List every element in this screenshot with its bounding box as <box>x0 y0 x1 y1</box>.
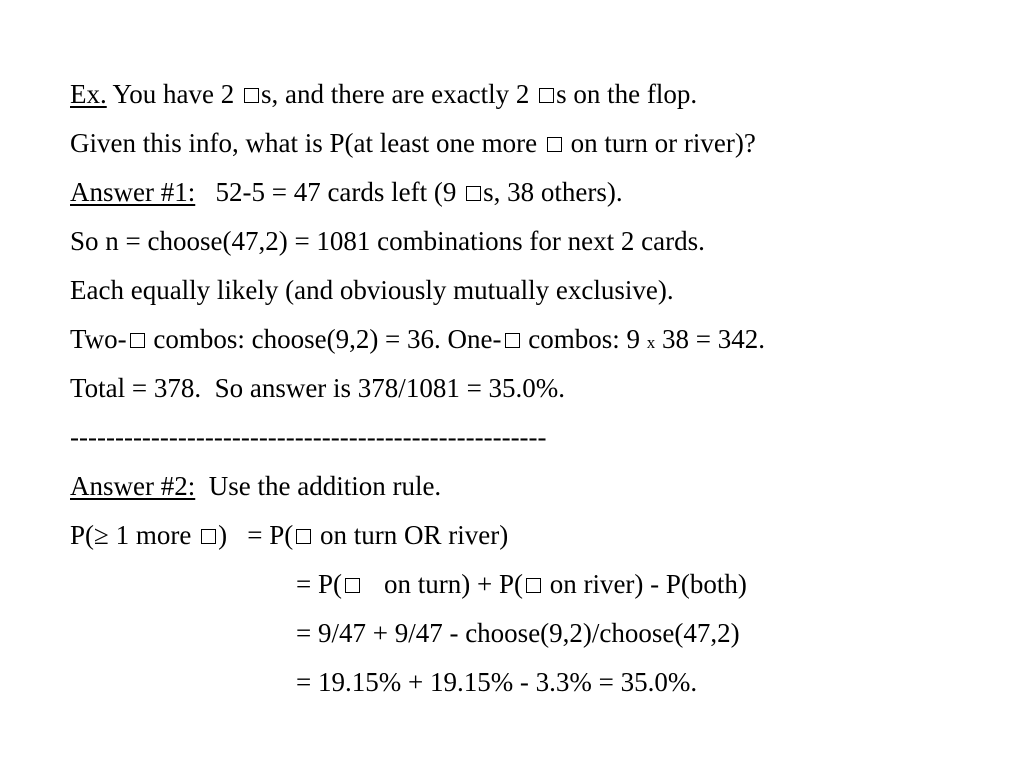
dash-divider: ----------------------------------------------------- <box>70 422 547 452</box>
text: Use the addition rule. <box>195 471 442 501</box>
suit-box-icon <box>505 333 520 348</box>
text: on turn) + P( <box>383 569 523 599</box>
text: 38 = 342. <box>655 324 765 354</box>
line-1 <box>70 70 1010 119</box>
text: on river) - P(both) <box>542 569 747 599</box>
suit-box-icon <box>526 578 541 593</box>
text: ) = P( <box>218 520 294 550</box>
suit-box-icon <box>539 88 554 103</box>
text: Given this info, what is P(at least one more <box>70 128 544 158</box>
line-10 <box>70 511 1010 560</box>
text: P(≥ 1 more <box>70 520 199 550</box>
suit-box-icon <box>296 529 311 544</box>
suit-box-icon <box>345 578 360 593</box>
text: So n = choose(47,2) = 1081 combinations for next 2 cards. <box>70 226 705 256</box>
suit-box-icon <box>201 529 216 544</box>
line-2 <box>70 119 1010 168</box>
line-11 <box>70 560 1010 609</box>
suit-box-icon <box>547 137 562 152</box>
suit-box-icon <box>244 88 259 103</box>
text: = 19.15% + 19.15% - 3.3% = 35.0%. <box>296 667 698 697</box>
divider-line <box>70 413 1010 462</box>
text: Each equally likely (and obviously mutually exclusive). <box>70 275 674 305</box>
text: on turn OR river) <box>313 520 509 550</box>
line-13 <box>70 658 1010 707</box>
line-9 <box>70 462 1010 511</box>
suit-box-icon <box>130 333 145 348</box>
text: s on the flop. <box>556 79 698 109</box>
text: Total = 378. So answer is 378/1081 = 35.0%. <box>70 373 566 403</box>
line-6 <box>70 315 1010 364</box>
line-12 <box>70 609 1010 658</box>
text: s, and there are exactly 2 <box>261 79 537 109</box>
text: Two- <box>70 324 127 354</box>
suit-box-icon <box>466 186 481 201</box>
line-5 <box>70 266 1010 315</box>
text: = 9/47 + 9/47 - choose(9,2)/choose(47,2) <box>296 618 740 648</box>
text: combos: 9 <box>521 324 647 354</box>
times-sign: x <box>646 333 656 352</box>
text: = P( <box>296 569 342 599</box>
text: combos: choose(9,2) = 36. One- <box>146 324 502 354</box>
line-7 <box>70 364 1010 413</box>
text: You have 2 <box>106 79 242 109</box>
line-3 <box>70 168 1010 217</box>
answer-2-label: Answer #2: <box>70 471 196 501</box>
text: s, 38 others). <box>483 177 623 207</box>
text: on turn or river)? <box>563 128 756 158</box>
slide-content <box>70 70 1010 707</box>
line-4 <box>70 217 1010 266</box>
answer-1-label: Answer #1: <box>70 177 196 207</box>
example-label: Ex. <box>70 79 107 109</box>
text: 52-5 = 47 cards left (9 <box>195 177 464 207</box>
